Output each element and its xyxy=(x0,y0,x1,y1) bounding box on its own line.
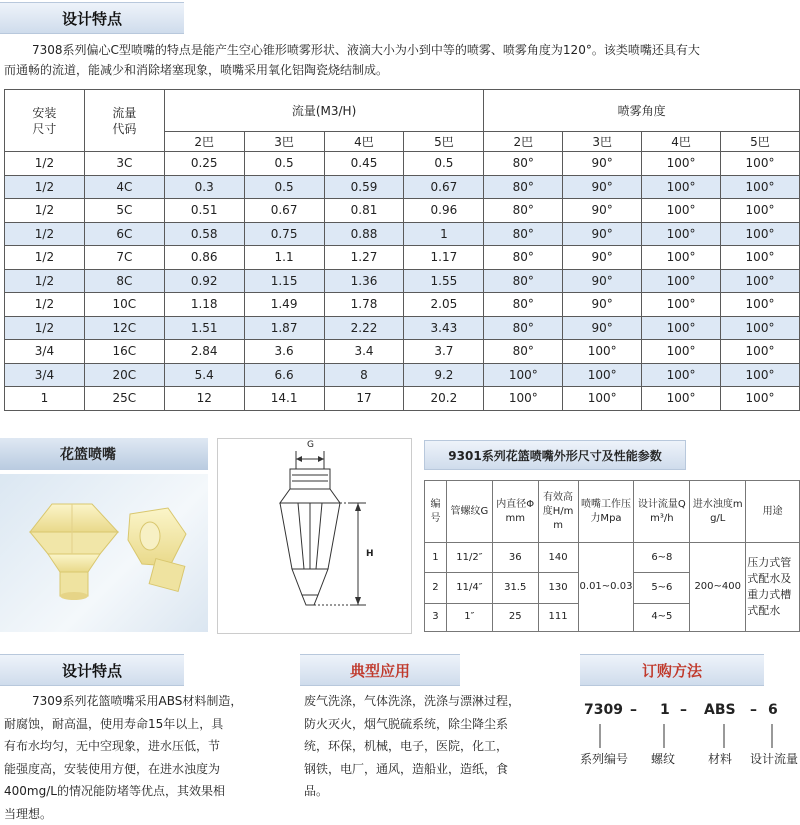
table-cell: 25C xyxy=(84,387,164,411)
header-pressure: 3巴 xyxy=(244,132,324,152)
table-cell: 1.18 xyxy=(164,293,244,317)
table-row xyxy=(5,175,800,199)
param-header: 管螺纹G xyxy=(446,481,492,543)
param-header: 设计流量Qm³/h xyxy=(634,481,690,543)
table-row xyxy=(5,199,800,223)
table-row xyxy=(5,269,800,293)
table-cell: 100° xyxy=(642,363,721,387)
table-cell: 100° xyxy=(484,363,563,387)
dimension-h-label: H xyxy=(366,549,374,559)
table-cell: 0.67 xyxy=(244,199,324,223)
features-line: 有布水均匀，无中空现象，进水压低，节 xyxy=(4,735,274,758)
table-cell: 1.55 xyxy=(404,269,484,293)
table-cell: 0.75 xyxy=(244,222,324,246)
table-cell: 1.27 xyxy=(324,246,404,270)
order-code-dash: – xyxy=(630,702,637,718)
table-cell: 3/4 xyxy=(5,363,85,387)
table-cell: 8C xyxy=(84,269,164,293)
table-cell: 20C xyxy=(84,363,164,387)
section-header-order: 订购方法 xyxy=(580,654,764,686)
table-cell: 3/4 xyxy=(5,340,85,364)
table-row xyxy=(5,387,800,411)
param-cell: 6~8 xyxy=(634,543,690,573)
table-cell: 100° xyxy=(642,387,721,411)
applications-text xyxy=(304,690,574,803)
table-cell: 100° xyxy=(642,340,721,364)
table-cell: 5.4 xyxy=(164,363,244,387)
table-cell: 0.59 xyxy=(324,175,404,199)
param-header: 喷嘴工作压力Mpa xyxy=(578,481,634,543)
table-cell: 1/2 xyxy=(5,199,85,223)
table-cell: 7C xyxy=(84,246,164,270)
table-row xyxy=(5,293,800,317)
basket-nozzle-photo-drawing xyxy=(0,474,208,632)
table-cell: 1 xyxy=(5,387,85,411)
table-cell: 100° xyxy=(721,175,800,199)
table-cell: 100° xyxy=(721,340,800,364)
table-cell: 1/2 xyxy=(5,293,85,317)
table-row xyxy=(5,340,800,364)
table-cell: 100° xyxy=(563,340,642,364)
applications-line: 品。 xyxy=(304,780,574,803)
table-cell: 0.5 xyxy=(244,152,324,176)
table-cell: 100° xyxy=(721,222,800,246)
header-pressure: 4巴 xyxy=(642,132,721,152)
order-code-dash: – xyxy=(750,702,757,718)
table-cell: 100° xyxy=(721,269,800,293)
header-angle: 喷雾角度 xyxy=(484,90,800,132)
table-cell: 90° xyxy=(563,246,642,270)
param-cell: 4~5 xyxy=(634,603,690,631)
table-cell: 12C xyxy=(84,316,164,340)
table-cell: 100° xyxy=(642,222,721,246)
header-pressure: 5巴 xyxy=(404,132,484,152)
section-header-features: 设计特点 xyxy=(0,654,184,686)
table-cell: 12 xyxy=(164,387,244,411)
param-cell: 11/2″ xyxy=(446,543,492,573)
table-cell: 1.78 xyxy=(324,293,404,317)
param-cell: 3 xyxy=(425,603,447,631)
table-cell: 80° xyxy=(484,199,563,223)
param-table xyxy=(424,480,800,632)
table-cell: 90° xyxy=(563,222,642,246)
param-cell: 5~6 xyxy=(634,573,690,603)
table-cell: 10C xyxy=(84,293,164,317)
applications-line: 防火灭火，烟气脱硫系统，除尘降尘系 xyxy=(304,713,574,736)
spec-table xyxy=(4,89,800,411)
table-cell: 80° xyxy=(484,340,563,364)
table-cell: 100° xyxy=(642,316,721,340)
table-cell: 2.05 xyxy=(404,293,484,317)
header-flow: 流量(M3/H) xyxy=(164,90,484,132)
table-cell: 0.5 xyxy=(404,152,484,176)
table-cell: 80° xyxy=(484,269,563,293)
table-cell: 90° xyxy=(563,199,642,223)
table-cell: 80° xyxy=(484,246,563,270)
param-pressure: 0.01~0.03 xyxy=(578,543,634,632)
table-cell: 80° xyxy=(484,316,563,340)
header-pressure: 2巴 xyxy=(484,132,563,152)
table-cell: 0.67 xyxy=(404,175,484,199)
param-header: 进水浊度mg/L xyxy=(690,481,746,543)
param-cell: 1″ xyxy=(446,603,492,631)
param-cell: 11/4″ xyxy=(446,573,492,603)
param-turbidity: 200~400 xyxy=(690,543,746,632)
header-size-line1: 安装 xyxy=(32,106,56,120)
header-pressure: 5巴 xyxy=(721,132,800,152)
table-cell: 9.2 xyxy=(404,363,484,387)
table-cell: 1/2 xyxy=(5,222,85,246)
order-code-flow: 6 xyxy=(768,702,778,718)
table-cell: 0.45 xyxy=(324,152,404,176)
table-cell: 4C xyxy=(84,175,164,199)
table-cell: 3.7 xyxy=(404,340,484,364)
table-cell: 1.17 xyxy=(404,246,484,270)
dimension-g-label: G xyxy=(307,440,314,450)
table-cell: 100° xyxy=(563,363,642,387)
table-cell: 1/2 xyxy=(5,152,85,176)
table-cell: 100° xyxy=(642,175,721,199)
table-row xyxy=(5,246,800,270)
features-line: 能强度高，安装使用方便，在进水浊度为 xyxy=(4,758,274,781)
intro-line-2: 而通畅的流道，能减少和消除堵塞现象，喷嘴采用氧化铝陶瓷烧结制成。 xyxy=(4,60,800,80)
table-cell: 100° xyxy=(642,199,721,223)
table-cell: 90° xyxy=(563,316,642,340)
table-cell: 0.86 xyxy=(164,246,244,270)
table-cell: 1.51 xyxy=(164,316,244,340)
param-header: 有效高度H/mm xyxy=(538,481,578,543)
order-label-series: 系列编号 xyxy=(580,750,628,767)
table-cell: 80° xyxy=(484,222,563,246)
header-size-line2: 尺寸 xyxy=(32,122,56,136)
table-cell: 0.96 xyxy=(404,199,484,223)
table-row xyxy=(5,363,800,387)
features-line: 400mg/L的情况能防堵等优点，其效果相 xyxy=(4,780,274,803)
table-cell: 80° xyxy=(484,175,563,199)
table-row xyxy=(5,152,800,176)
table-cell: 100° xyxy=(721,199,800,223)
basket-product-photo xyxy=(0,474,208,632)
table-cell: 1/2 xyxy=(5,316,85,340)
table-cell: 3C xyxy=(84,152,164,176)
param-header: 编号 xyxy=(425,481,447,543)
table-cell: 5C xyxy=(84,199,164,223)
table-cell: 100° xyxy=(721,152,800,176)
intro-line-1: 7308系列偏心C型喷嘴的特点是能产生空心锥形喷雾形状、液滴大小为小到中等的喷雾、喷雾角度为120°。该类喷嘴还具有大 xyxy=(4,40,800,60)
section-header-applications: 典型应用 xyxy=(300,654,460,686)
order-code-thread: 1 xyxy=(660,702,670,718)
table-cell: 90° xyxy=(563,175,642,199)
order-code-material: ABS xyxy=(704,702,736,718)
table-cell: 14.1 xyxy=(244,387,324,411)
order-code-series: 7309 xyxy=(584,702,623,718)
table-cell: 1.87 xyxy=(244,316,324,340)
header-size xyxy=(5,90,85,152)
header-pressure: 2巴 xyxy=(164,132,244,152)
table-cell: 100° xyxy=(721,293,800,317)
table-cell: 3.6 xyxy=(244,340,324,364)
table-cell: 100° xyxy=(721,363,800,387)
header-code-line2: 代码 xyxy=(112,122,136,136)
table-cell: 100° xyxy=(642,269,721,293)
table-cell: 20.2 xyxy=(404,387,484,411)
applications-line: 废气洗涤，气体洗涤，洗涤与漂淋过程， xyxy=(304,690,574,713)
table-cell: 1.36 xyxy=(324,269,404,293)
header-code-line1: 流量 xyxy=(112,106,136,120)
features-line: 7309系列花篮喷嘴采用ABS材料制造， xyxy=(4,690,274,713)
applications-line: 钢铁，电厂，通风，造船业，造纸，食 xyxy=(304,758,574,781)
table-row xyxy=(5,222,800,246)
table-cell: 100° xyxy=(642,246,721,270)
table-cell: 1.1 xyxy=(244,246,324,270)
drawing-svg xyxy=(218,439,411,633)
table-cell: 100° xyxy=(721,246,800,270)
order-connector-lines xyxy=(580,722,800,750)
table-cell: 17 xyxy=(324,387,404,411)
table-cell: 16C xyxy=(84,340,164,364)
table-cell: 6C xyxy=(84,222,164,246)
table-cell: 80° xyxy=(484,293,563,317)
table-cell: 1 xyxy=(404,222,484,246)
table-cell: 100° xyxy=(721,387,800,411)
table-cell: 0.92 xyxy=(164,269,244,293)
order-label-flow: 设计流量 xyxy=(750,750,798,767)
table-cell: 3.4 xyxy=(324,340,404,364)
table-cell: 0.88 xyxy=(324,222,404,246)
order-label-thread: 螺纹 xyxy=(651,750,675,767)
table-cell: 100° xyxy=(642,152,721,176)
features-line: 耐腐蚀，耐高温，使用寿命15年以上，具 xyxy=(4,713,274,736)
intro-paragraph xyxy=(4,40,800,80)
table-cell: 0.51 xyxy=(164,199,244,223)
param-cell: 36 xyxy=(492,543,538,573)
table-cell: 0.81 xyxy=(324,199,404,223)
basket-technical-drawing xyxy=(217,438,412,634)
table-cell: 1.15 xyxy=(244,269,324,293)
param-cell: 140 xyxy=(538,543,578,573)
order-code xyxy=(580,702,800,722)
table-cell: 0.58 xyxy=(164,222,244,246)
table-cell: 1/2 xyxy=(5,175,85,199)
table-cell: 0.25 xyxy=(164,152,244,176)
table-cell: 0.3 xyxy=(164,175,244,199)
param-cell: 130 xyxy=(538,573,578,603)
table-cell: 0.5 xyxy=(244,175,324,199)
param-cell: 111 xyxy=(538,603,578,631)
table-cell: 1.49 xyxy=(244,293,324,317)
table-cell: 100° xyxy=(721,316,800,340)
order-code-dash: – xyxy=(680,702,687,718)
param-cell: 25 xyxy=(492,603,538,631)
table-cell: 90° xyxy=(563,293,642,317)
order-label-material: 材料 xyxy=(708,750,732,767)
features-text xyxy=(4,690,274,825)
param-header: 内直径Φ mm xyxy=(492,481,538,543)
applications-line: 统，环保，机械，电子，医院，化工， xyxy=(304,735,574,758)
features-line: 当理想。 xyxy=(4,803,274,825)
header-pressure: 3巴 xyxy=(563,132,642,152)
table-cell: 3.43 xyxy=(404,316,484,340)
param-header: 用途 xyxy=(746,481,800,543)
header-pressure: 4巴 xyxy=(324,132,404,152)
table-cell: 90° xyxy=(563,152,642,176)
table-cell: 100° xyxy=(642,293,721,317)
param-usage: 压力式管式配水及重力式槽式配水 xyxy=(746,543,800,632)
param-cell: 2 xyxy=(425,573,447,603)
table-cell: 1/2 xyxy=(5,269,85,293)
basket-title-bar: 花篮喷嘴 xyxy=(0,438,208,470)
table-cell: 6.6 xyxy=(244,363,324,387)
table-cell: 90° xyxy=(563,269,642,293)
table-cell: 100° xyxy=(484,387,563,411)
param-cell: 1 xyxy=(425,543,447,573)
header-code xyxy=(84,90,164,152)
param-table-title: 9301系列花篮喷嘴外形尺寸及性能参数 xyxy=(424,440,686,470)
param-cell: 31.5 xyxy=(492,573,538,603)
table-cell: 2.22 xyxy=(324,316,404,340)
table-cell: 100° xyxy=(563,387,642,411)
table-cell: 80° xyxy=(484,152,563,176)
table-row xyxy=(5,316,800,340)
table-cell: 8 xyxy=(324,363,404,387)
table-cell: 1/2 xyxy=(5,246,85,270)
table-cell: 2.84 xyxy=(164,340,244,364)
section-header-design: 设计特点 xyxy=(0,2,184,34)
